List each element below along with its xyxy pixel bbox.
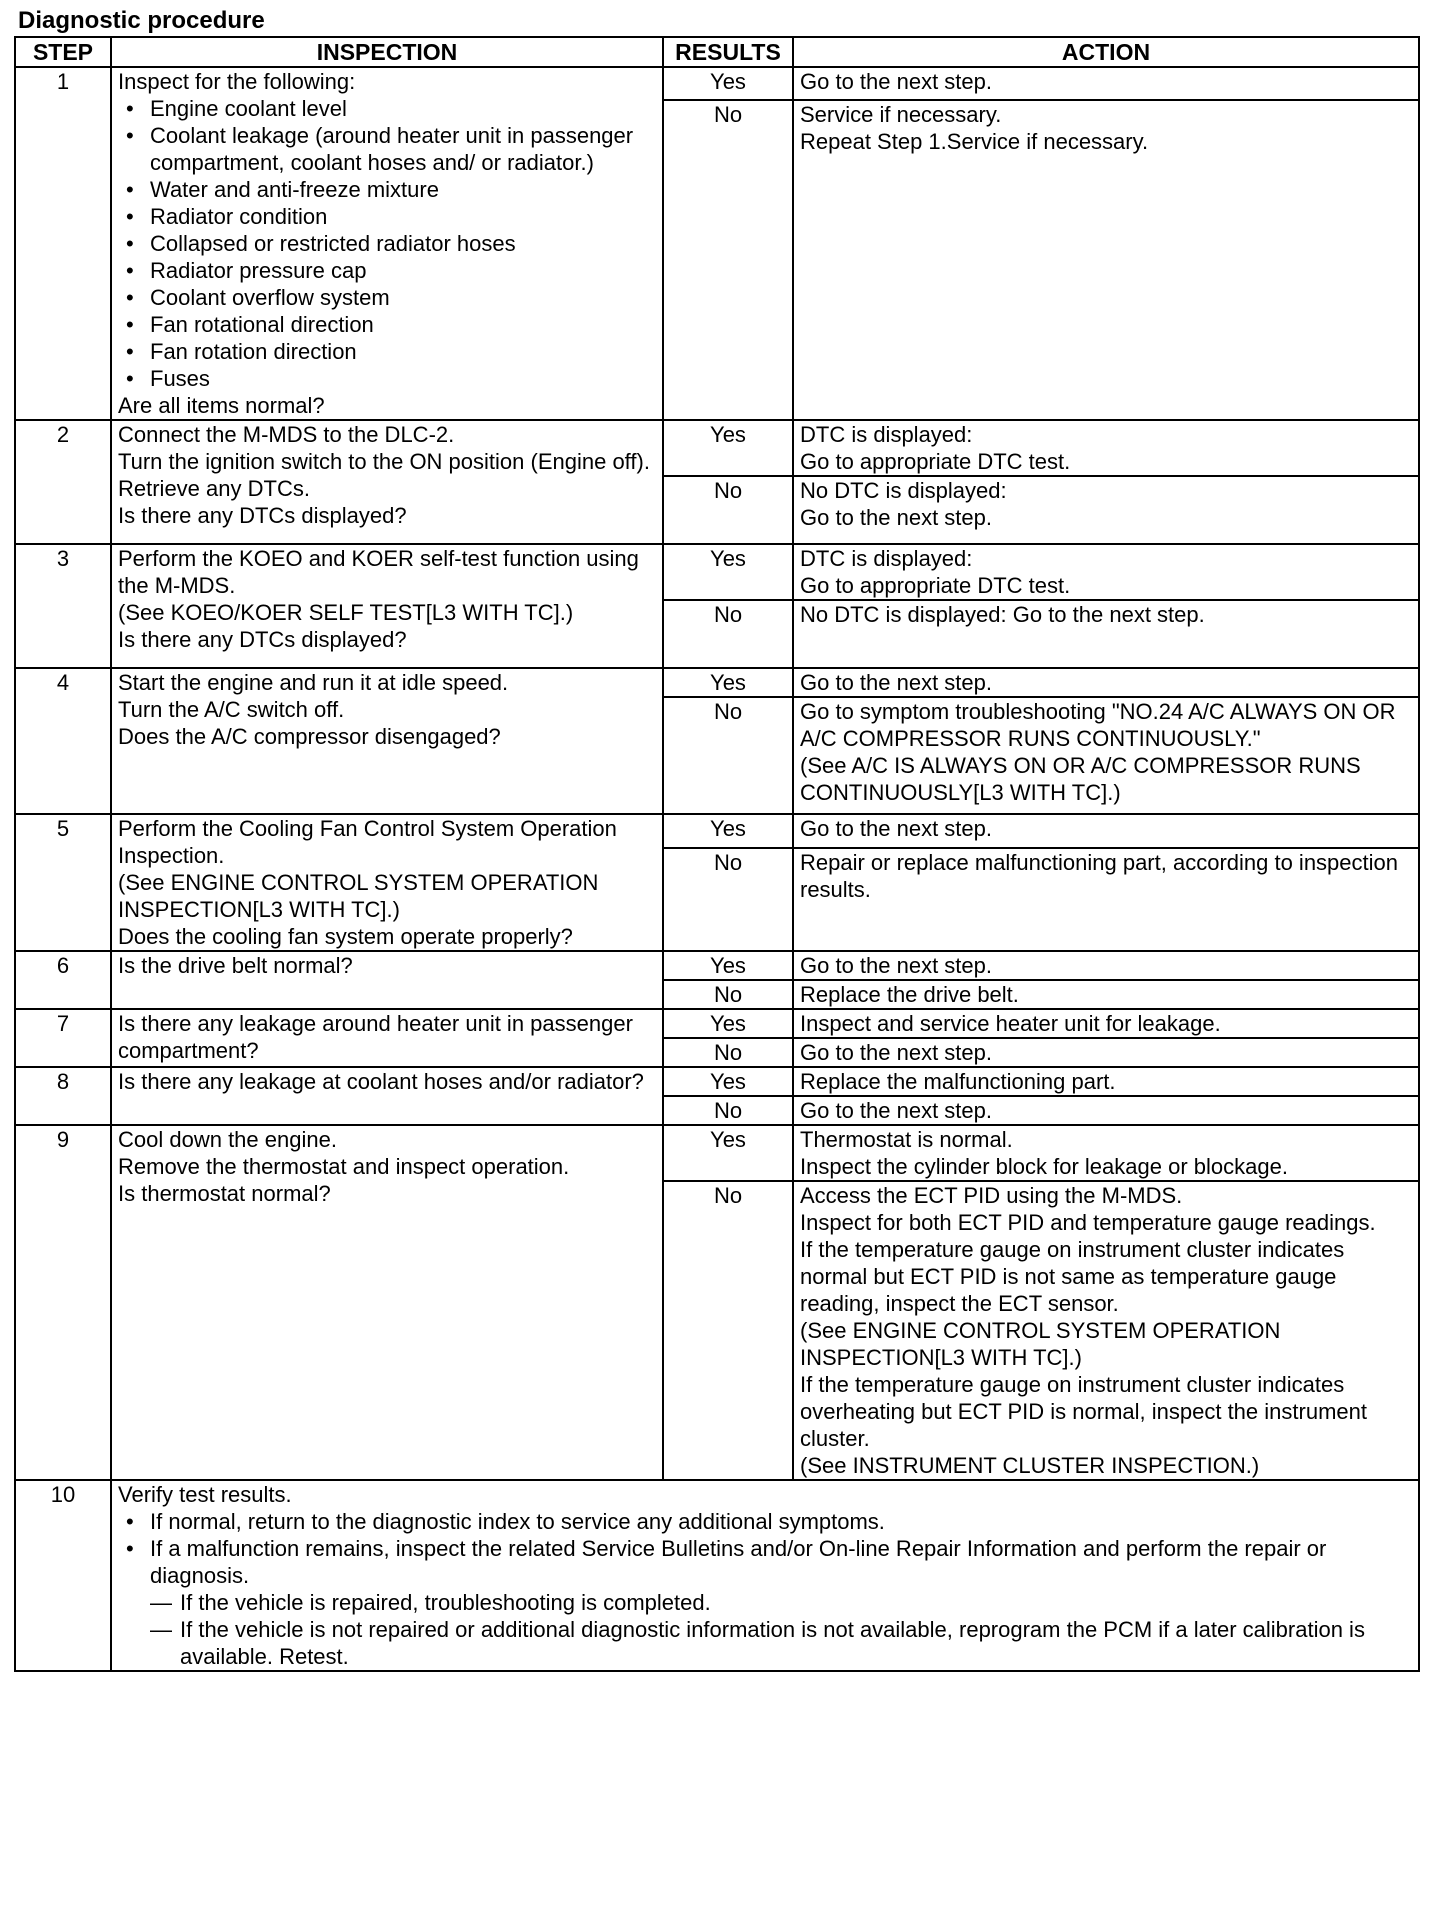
action-line: Access the ECT PID using the M-MDS. [800,1183,1183,1208]
inspection-cell [111,67,663,420]
result-yes: Yes [663,814,793,848]
result-no: No [663,476,793,544]
result-no: No [663,1038,793,1067]
inspection-bullet: • Fan rotation direction [150,338,656,365]
action-yes [793,1067,1419,1096]
inspection-bullet: • Engine coolant level [150,95,656,122]
action-line: No DTC is displayed: Go to the next step. [800,602,1205,627]
inspection-cell [111,1125,663,1480]
action-line: If the temperature gauge on instrument cluster indicates overheating but ECT PID is normal, inspect the instrument cluster. [800,1372,1367,1451]
verify-dash-list [150,1589,1412,1670]
inspection-cell [111,1067,663,1125]
action-line: Repeat Step 1.Service if necessary. [800,128,1149,154]
action-line: DTC is displayed: [800,546,973,571]
action-line: Go to the next step. [800,505,993,530]
action-yes [793,951,1419,980]
result-no: No [663,1181,793,1480]
action-no [793,600,1419,668]
action-line: Go to the next step. [800,1098,993,1123]
action-line: If the temperature gauge on instrument cluster indicates normal but ECT PID is not same as temperature gauge reading, inspect the ECT sensor. [800,1237,1345,1316]
action-line: Replace the drive belt. [800,982,1019,1007]
result-yes: Yes [663,951,793,980]
verify-dash-item: — If the vehicle is not repaired or additional diagnostic information is not available, reprogram the PCM if a later calibration is available. Retest. [180,1616,1412,1670]
action-line: DTC is displayed: [800,422,973,447]
inspection-cell [111,951,663,1009]
inspection-line: Perform the KOEO and KOER self-test function using the M-MDS. [118,546,639,598]
inspection-bullet: • Radiator condition [150,203,656,230]
action-no [793,1096,1419,1125]
action-line: Go to the next step. [800,816,993,841]
inspection-line: Remove the thermostat and inspect operation. [118,1154,570,1179]
result-yes: Yes [663,67,793,100]
inspection-line: Start the engine and run it at idle speed. [118,670,509,695]
action-no [793,697,1419,814]
header-step: STEP [15,37,111,67]
verify-dash-item: — If the vehicle is repaired, troubleshooting is completed. [180,1589,1412,1616]
inspection-bullet: • Fan rotational direction [150,311,656,338]
action-yes [793,420,1419,476]
action-line: (See A/C IS ALWAYS ON OR A/C COMPRESSOR RUNS CONTINUOUSLY[L3 WITH TC].) [800,753,1361,805]
inspection-bullet: • Coolant leakage (around heater unit in passenger compartment, coolant hoses and/ or radiator.) [150,122,656,176]
inspection-line: Is there any leakage around heater unit in passenger compartment? [118,1011,633,1063]
inspection-bullet: • Radiator pressure cap [150,257,656,284]
inspection-line: Connect the M-MDS to the DLC-2. [118,422,455,447]
action-line: (See INSTRUMENT CLUSTER INSPECTION.) [800,1453,1260,1478]
inspection-line: Is the drive belt normal? [118,953,353,978]
table-body [15,67,1419,1671]
verify-bullet [150,1535,1412,1670]
inspection-cell [111,420,663,544]
inspection-question: Are all items normal? [118,393,325,418]
table-row [15,67,1419,100]
inspection-line: Inspect for the following: [118,69,356,94]
inspection-line: Cool down the engine. [118,1127,337,1152]
step-number: 4 [15,668,111,814]
action-line: Inspect for both ECT PID and temperature gauge readings. [800,1210,1376,1235]
step-number: 3 [15,544,111,668]
action-line: Go to appropriate DTC test. [800,449,1071,474]
header-inspection: INSPECTION [111,37,663,67]
inspection-bullet: • Water and anti-freeze mixture [150,176,656,203]
action-no [793,100,1419,420]
inspection-line: Does the A/C compressor disengaged? [118,724,501,749]
verify-bullet-text: If a malfunction remains, inspect the related Service Bulletins and/or On-line Repair Information and perform the repair or diagnosis. [150,1536,1327,1588]
action-yes [793,1009,1419,1038]
table-row [15,951,1419,980]
inspection-cell [111,1009,663,1067]
action-line: Repair or replace malfunctioning part, according to inspection results. [800,849,1398,902]
inspection-line: (See KOEO/KOER SELF TEST[L3 WITH TC].) [118,600,574,625]
step-number: 8 [15,1067,111,1125]
table-row [15,814,1419,848]
step-number: 5 [15,814,111,951]
action-line: Go to the next step. [800,670,993,695]
verify-results-cell [111,1480,1419,1671]
table-row [15,668,1419,697]
action-line: Service if necessary. [800,101,1002,127]
header-row [15,37,1419,67]
step-number: 2 [15,420,111,544]
inspection-line: Perform the Cooling Fan Control System Operation Inspection. [118,816,617,868]
action-line: No DTC is displayed: [800,478,1007,503]
action-line: Thermostat is normal. [800,1127,1013,1152]
step-number: 7 [15,1009,111,1067]
step-number: 10 [15,1480,111,1671]
verify-intro: Verify test results. [118,1482,292,1507]
inspection-line: Turn the A/C switch off. [118,697,345,722]
result-no: No [663,697,793,814]
result-yes: Yes [663,544,793,600]
action-line: Go to appropriate DTC test. [800,573,1071,598]
table-row [15,1480,1419,1671]
action-yes [793,1125,1419,1181]
inspection-cell [111,544,663,668]
table-row [15,420,1419,476]
result-yes: Yes [663,420,793,476]
step-number: 9 [15,1125,111,1480]
action-yes [793,668,1419,697]
action-line: (See ENGINE CONTROL SYSTEM OPERATION INSPECTION[L3 WITH TC].) [800,1318,1281,1370]
page [14,6,1442,1672]
result-no: No [663,848,793,951]
inspection-cell [111,814,663,951]
inspection-line: Turn the ignition switch to the ON position (Engine off). [118,449,650,474]
result-no: No [663,1096,793,1125]
page-title: Diagnostic procedure [18,7,265,34]
table-row [15,1067,1419,1096]
action-yes [793,814,1419,848]
action-no [793,1181,1419,1480]
action-no [793,476,1419,544]
result-no: No [663,600,793,668]
inspection-line: Does the cooling fan system operate properly? [118,924,573,949]
inspection-line: Is there any DTCs displayed? [118,627,407,652]
action-line: Inspect and service heater unit for leakage. [800,1011,1221,1036]
table-row [15,1009,1419,1038]
header-results: RESULTS [663,37,793,67]
inspection-cell [111,668,663,814]
header-action: ACTION [793,37,1419,67]
action-line: Go to the next step. [800,1040,993,1065]
action-no [793,848,1419,951]
diagnostic-table [14,36,1420,1672]
inspection-bullet: • Coolant overflow system [150,284,656,311]
inspection-line: Is thermostat normal? [118,1181,331,1206]
action-no [793,1038,1419,1067]
result-yes: Yes [663,668,793,697]
inspection-line: (See ENGINE CONTROL SYSTEM OPERATION INSPECTION[L3 WITH TC].) [118,870,599,922]
table-row [15,1125,1419,1181]
action-line: Replace the malfunctioning part. [800,1069,1116,1094]
action-line: Go to the next step. [800,953,993,978]
result-no: No [663,980,793,1009]
action-line: Go to the next step. [800,69,993,94]
step-number: 1 [15,67,111,420]
inspection-line: Retrieve any DTCs. [118,476,310,501]
action-yes [793,544,1419,600]
result-yes: Yes [663,1067,793,1096]
action-line: Go to symptom troubleshooting "NO.24 A/C ALWAYS ON OR A/C COMPRESSOR RUNS CONTINUOUSLY." [800,699,1396,751]
inspection-line: Is there any DTCs displayed? [118,503,407,528]
result-yes: Yes [663,1125,793,1181]
step-number: 6 [15,951,111,1009]
inspection-bullet: • Fuses [150,365,656,392]
inspection-bullet: • Collapsed or restricted radiator hoses [150,230,656,257]
action-no [793,980,1419,1009]
result-yes: Yes [663,1009,793,1038]
verify-bullet-list [118,1508,1412,1670]
verify-bullet: • If normal, return to the diagnostic index to service any additional symptoms. [150,1508,1412,1535]
result-no: No [663,100,793,420]
action-yes [793,67,1419,100]
inspection-line: Is there any leakage at coolant hoses and/or radiator? [118,1069,644,1094]
table-row [15,544,1419,600]
action-line: Inspect the cylinder block for leakage or blockage. [800,1154,1288,1179]
inspection-bullet-list [118,95,656,392]
